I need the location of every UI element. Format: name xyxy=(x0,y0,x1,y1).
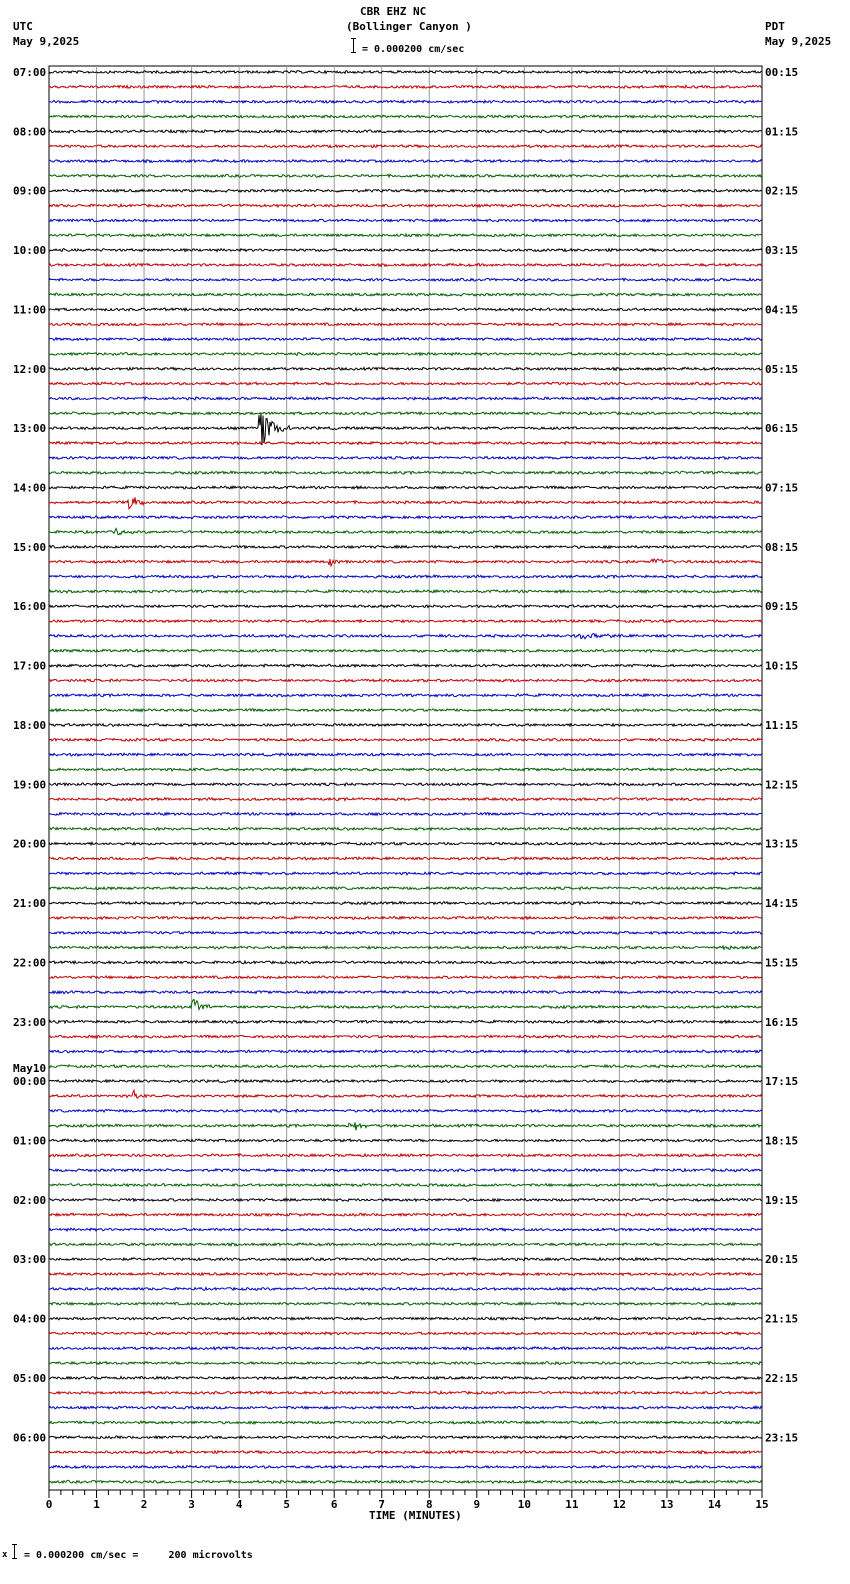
trace-22 xyxy=(49,397,762,400)
utc-hour-label: 13:00 xyxy=(13,422,47,436)
trace-27 xyxy=(49,471,762,474)
scale-label: = 0.000200 cm/sec xyxy=(362,44,465,55)
utc-hour-label: 18:00 xyxy=(13,718,47,732)
trace-51 xyxy=(49,827,762,830)
utc-hour-label: 03:00 xyxy=(13,1253,47,1267)
trace-67 xyxy=(49,1065,762,1068)
utc-hour-label: 19:00 xyxy=(13,778,47,792)
utc-hour-label: 17:00 xyxy=(13,659,47,673)
trace-78 xyxy=(49,1228,762,1231)
pdt-hour-label: 15:15 xyxy=(765,956,799,970)
trace-80 xyxy=(49,1258,762,1261)
station-title: CBR EHZ NC xyxy=(360,5,427,18)
trace-39 xyxy=(49,649,762,652)
trace-18 xyxy=(49,338,762,341)
right-date: May 9,2025 xyxy=(765,35,832,48)
trace-63 xyxy=(49,999,762,1009)
utc-hour-label: 06:00 xyxy=(13,1431,47,1445)
x-tick-label: 1 xyxy=(93,1498,100,1511)
pdt-hour-label: 20:15 xyxy=(765,1253,799,1267)
trace-13 xyxy=(49,263,762,266)
utc-hour-label: 22:00 xyxy=(13,956,47,970)
x-tick-label: 3 xyxy=(188,1498,195,1511)
utc-hour-label: 15:00 xyxy=(13,540,47,554)
utc-hour-label: 02:00 xyxy=(13,1193,47,1207)
trace-85 xyxy=(49,1332,762,1335)
trace-25 xyxy=(49,442,762,445)
trace-59 xyxy=(49,946,762,949)
utc-hour-label: 10:00 xyxy=(13,244,47,258)
trace-60 xyxy=(49,961,762,964)
trace-73 xyxy=(49,1154,762,1157)
trace-53 xyxy=(49,857,762,860)
footer-marker: x xyxy=(2,1550,8,1560)
trace-55 xyxy=(49,887,762,890)
utc-hour-label: 23:00 xyxy=(13,1015,47,1029)
pdt-hour-label: 13:15 xyxy=(765,837,799,851)
trace-11 xyxy=(49,234,762,237)
trace-32 xyxy=(49,546,762,549)
trace-5 xyxy=(49,145,762,148)
trace-20 xyxy=(49,367,762,370)
trace-54 xyxy=(49,872,762,875)
pdt-hour-label: 12:15 xyxy=(765,778,799,792)
trace-75 xyxy=(49,1184,762,1187)
trace-47 xyxy=(49,768,762,771)
trace-91 xyxy=(49,1421,762,1424)
utc-hour-label: 12:00 xyxy=(13,362,47,376)
x-tick-label: 11 xyxy=(565,1498,579,1511)
utc-hour-label: 11:00 xyxy=(13,303,47,317)
x-tick-label: 0 xyxy=(45,1498,53,1511)
trace-45 xyxy=(49,738,762,741)
trace-9 xyxy=(49,204,762,207)
trace-44 xyxy=(49,723,762,726)
trace-93 xyxy=(49,1451,762,1454)
trace-56 xyxy=(49,902,762,905)
trace-23 xyxy=(49,412,762,415)
pdt-hour-label: 04:15 xyxy=(765,303,799,317)
pdt-hour-label: 11:15 xyxy=(765,718,799,732)
footer-scale-bar-icon xyxy=(12,1544,17,1559)
trace-40 xyxy=(49,664,762,667)
pdt-hour-label: 23:15 xyxy=(765,1431,799,1445)
x-tick-label: 14 xyxy=(707,1498,722,1511)
trace-87 xyxy=(49,1362,762,1365)
trace-28 xyxy=(49,486,762,489)
trace-64 xyxy=(49,1020,762,1023)
x-tick-label: 13 xyxy=(660,1498,674,1511)
x-tick-label: 2 xyxy=(140,1498,148,1511)
footer-scale-text: = 0.000200 cm/sec = 200 microvolts xyxy=(24,1550,253,1561)
trace-58 xyxy=(49,931,762,934)
trace-89 xyxy=(49,1391,762,1394)
trace-41 xyxy=(49,679,762,682)
trace-88 xyxy=(49,1376,762,1379)
x-tick-label: 9 xyxy=(473,1498,481,1511)
pdt-hour-label: 22:15 xyxy=(765,1371,799,1385)
trace-14 xyxy=(49,278,762,281)
trace-19 xyxy=(49,353,762,356)
left-timezone: UTC xyxy=(13,20,33,33)
trace-82 xyxy=(49,1287,762,1290)
trace-52 xyxy=(49,842,762,845)
pdt-hour-label: 03:15 xyxy=(765,244,799,258)
trace-17 xyxy=(49,323,762,326)
trace-83 xyxy=(49,1302,762,1305)
pdt-hour-label: 00:15 xyxy=(765,66,799,79)
trace-15 xyxy=(49,293,762,296)
trace-29 xyxy=(49,497,762,509)
trace-37 xyxy=(49,620,762,623)
pdt-hour-label: 06:15 xyxy=(765,422,799,436)
trace-1 xyxy=(49,85,762,88)
pdt-hour-label: 05:15 xyxy=(765,362,799,376)
trace-71 xyxy=(49,1122,762,1130)
x-tick-label: 12 xyxy=(612,1498,627,1511)
trace-43 xyxy=(49,709,762,712)
pdt-hour-label: 01:15 xyxy=(765,125,799,139)
trace-65 xyxy=(49,1035,762,1038)
x-tick-label: 4 xyxy=(235,1498,243,1511)
trace-3 xyxy=(49,115,762,118)
utc-hour-label: 21:00 xyxy=(13,897,47,911)
pdt-hour-label: 21:15 xyxy=(765,1312,799,1326)
utc-date-change-label: May10 xyxy=(13,1062,47,1076)
utc-hour-label: 14:00 xyxy=(13,481,47,495)
trace-69 xyxy=(49,1090,762,1098)
trace-8 xyxy=(49,189,762,192)
trace-24 xyxy=(49,414,762,445)
trace-76 xyxy=(49,1198,762,1201)
trace-48 xyxy=(49,783,762,786)
trace-16 xyxy=(49,308,762,311)
trace-70 xyxy=(49,1109,762,1112)
trace-72 xyxy=(49,1139,762,1142)
utc-hour-label: 09:00 xyxy=(13,184,47,198)
traces xyxy=(49,71,762,1484)
trace-7 xyxy=(49,174,762,177)
trace-77 xyxy=(49,1213,762,1216)
utc-hour-label: 08:00 xyxy=(13,125,47,139)
x-tick-label: 10 xyxy=(517,1498,531,1511)
x-axis xyxy=(46,1490,769,1511)
trace-12 xyxy=(49,249,762,252)
trace-84 xyxy=(49,1317,762,1320)
utc-hour-label: 20:00 xyxy=(13,837,47,851)
trace-35 xyxy=(49,590,762,593)
pdt-hour-label: 07:15 xyxy=(765,481,799,495)
trace-33 xyxy=(49,559,762,566)
trace-10 xyxy=(49,219,762,222)
utc-hour-label: 16:00 xyxy=(13,600,47,614)
pdt-hour-label: 16:15 xyxy=(765,1015,799,1029)
pdt-hour-label: 17:15 xyxy=(765,1075,799,1089)
trace-95 xyxy=(49,1480,762,1483)
trace-36 xyxy=(49,605,762,608)
trace-79 xyxy=(49,1243,762,1246)
x-axis-label: TIME (MINUTES) xyxy=(369,1509,462,1522)
utc-hour-label: 04:00 xyxy=(13,1312,47,1326)
pdt-hour-label: 02:15 xyxy=(765,184,799,198)
trace-30 xyxy=(49,516,762,519)
trace-86 xyxy=(49,1347,762,1350)
trace-57 xyxy=(49,916,762,919)
x-tick-label: 8 xyxy=(425,1498,433,1511)
trace-66 xyxy=(49,1050,762,1053)
pdt-hour-label: 10:15 xyxy=(765,659,799,673)
trace-68 xyxy=(49,1080,762,1083)
left-date: May 9,2025 xyxy=(13,35,80,48)
x-tick-label: 7 xyxy=(378,1498,386,1511)
trace-2 xyxy=(49,100,762,103)
trace-61 xyxy=(49,976,762,979)
trace-81 xyxy=(49,1273,762,1276)
trace-6 xyxy=(49,160,762,163)
pdt-hour-label: 18:15 xyxy=(765,1134,799,1148)
trace-74 xyxy=(49,1169,762,1172)
x-tick-label: 5 xyxy=(283,1498,290,1511)
trace-34 xyxy=(49,575,762,578)
station-location: (Bollinger Canyon ) xyxy=(346,20,472,33)
trace-92 xyxy=(49,1436,762,1439)
trace-50 xyxy=(49,813,762,816)
trace-94 xyxy=(49,1466,762,1469)
pdt-hour-label: 14:15 xyxy=(765,897,799,911)
trace-42 xyxy=(49,694,762,697)
trace-31 xyxy=(49,528,762,534)
utc-hour-label: 07:00 xyxy=(13,66,47,79)
x-tick-label: 6 xyxy=(330,1498,338,1511)
utc-hour-label: 05:00 xyxy=(13,1371,47,1385)
pdt-hour-label: 19:15 xyxy=(765,1193,799,1207)
pdt-hour-label: 08:15 xyxy=(765,540,799,554)
trace-0 xyxy=(49,71,762,74)
trace-62 xyxy=(49,991,762,994)
x-tick-label: 15 xyxy=(755,1498,769,1511)
trace-90 xyxy=(49,1406,762,1409)
trace-26 xyxy=(49,456,762,459)
pdt-hour-label: 09:15 xyxy=(765,600,799,614)
right-timezone: PDT xyxy=(765,20,785,33)
utc-hour-label: 00:00 xyxy=(13,1075,47,1089)
trace-46 xyxy=(49,753,762,756)
trace-49 xyxy=(49,798,762,801)
trace-21 xyxy=(49,382,762,385)
trace-38 xyxy=(49,634,762,639)
trace-4 xyxy=(49,130,762,133)
utc-hour-label: 01:00 xyxy=(13,1134,47,1148)
